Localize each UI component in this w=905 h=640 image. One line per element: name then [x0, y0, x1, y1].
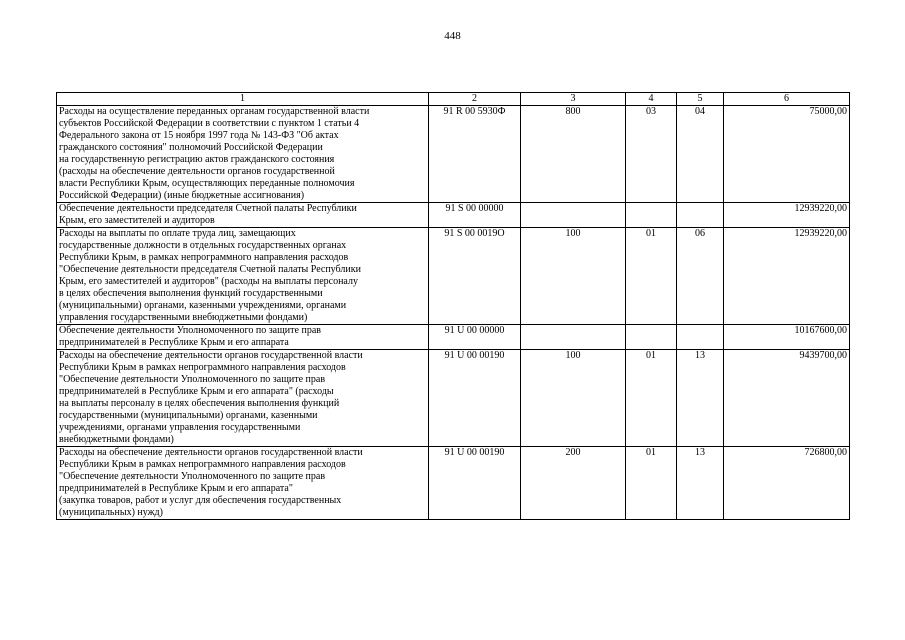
row-section: 01 — [626, 447, 677, 520]
table-row — [57, 228, 850, 325]
row-description: Расходы на обеспечение деятельности органов государственной власти Республики Крым в рамках непрограммного направления расходов "Обеспечение деятельности Уполномоченного по защите прав предпринимателей в Республике Крым и его аппарата" (расходы на выплаты персоналу в целях обеспечения выполнения функций государственными (муниципальными) органами, казенными учреждениями, органами управления государственными внебюджетными фондами) — [57, 350, 429, 447]
budget-table — [56, 92, 850, 520]
row-description: Расходы на выплаты по оплате труда лиц, замещающих государственные должности в отдельных государственных органах Республики Крым, в рамках непрограммного направления расходов "Обеспечение деятельности председателя Счетной палаты Республики Крым, его заместителей и аудиторов" (расходы на выплаты персоналу в целях обеспечения выполнения функций государственными (муниципальными) органами, казенными учреждениями, органами управления государственными внебюджетными фондами) — [57, 228, 429, 325]
column-header: 4 — [626, 93, 677, 106]
row-amount: 9439700,00 — [724, 350, 850, 447]
row-subsection: 06 — [677, 228, 724, 325]
row-amount: 12939220,00 — [724, 203, 850, 228]
row-expense-type — [521, 325, 626, 350]
row-section: 01 — [626, 228, 677, 325]
column-header: 6 — [724, 93, 850, 106]
row-section: 03 — [626, 106, 677, 203]
table-row — [57, 447, 850, 520]
row-expense-type: 800 — [521, 106, 626, 203]
row-expense-type: 100 — [521, 228, 626, 325]
row-code: 91 R 00 5930Ф — [429, 106, 521, 203]
row-expense-type: 100 — [521, 350, 626, 447]
row-amount: 12939220,00 — [724, 228, 850, 325]
row-amount: 10167600,00 — [724, 325, 850, 350]
table-row — [57, 106, 850, 203]
row-section — [626, 325, 677, 350]
table-row — [57, 325, 850, 350]
row-subsection: 13 — [677, 447, 724, 520]
row-subsection: 13 — [677, 350, 724, 447]
row-description: Обеспечение деятельности председателя Счетной палаты Республики Крым, его заместителей и аудиторов — [57, 203, 429, 228]
row-section — [626, 203, 677, 228]
row-amount: 75000,00 — [724, 106, 850, 203]
row-subsection — [677, 325, 724, 350]
row-amount: 726800,00 — [724, 447, 850, 520]
row-code: 91 S 00 00000 — [429, 203, 521, 228]
row-code: 91 U 00 00000 — [429, 325, 521, 350]
row-expense-type: 200 — [521, 447, 626, 520]
row-subsection — [677, 203, 724, 228]
table-row — [57, 203, 850, 228]
row-code: 91 S 00 0019О — [429, 228, 521, 325]
row-description: Расходы на осуществление переданных органам государственной власти субъектов Российской Федерации в соответствии с пунктом 1 статьи 4 Федерального закона от 15 ноября 1997 года № 143-ФЗ "Об актах гражданского состояния" полномочий Российской Федерации на государственную регистрацию актов гражданского состояния (расходы на обеспечение деятельности органов государственной власти Республики Крым, осуществляющих переданные полномочия Российской Федерации) (иные бюджетные ассигнования) — [57, 106, 429, 203]
column-header: 2 — [429, 93, 521, 106]
column-header: 1 — [57, 93, 429, 106]
column-header: 5 — [677, 93, 724, 106]
row-description: Обеспечение деятельности Уполномоченного по защите прав предпринимателей в Республике Крым и его аппарата — [57, 325, 429, 350]
row-description: Расходы на обеспечение деятельности органов государственной власти Республики Крым в рамках непрограммного направления расходов "Обеспечение деятельности Уполномоченного по защите прав предпринимателей в Республике Крым и его аппарата" (закупка товаров, работ и услуг для обеспечения государственных (муниципальных) нужд) — [57, 447, 429, 520]
row-subsection: 04 — [677, 106, 724, 203]
row-expense-type — [521, 203, 626, 228]
row-code: 91 U 00 00190 — [429, 447, 521, 520]
page-number: 448 — [444, 30, 461, 42]
row-section: 01 — [626, 350, 677, 447]
row-code: 91 U 00 00190 — [429, 350, 521, 447]
table-row — [57, 350, 850, 447]
column-header: 3 — [521, 93, 626, 106]
column-number-row — [57, 93, 850, 106]
